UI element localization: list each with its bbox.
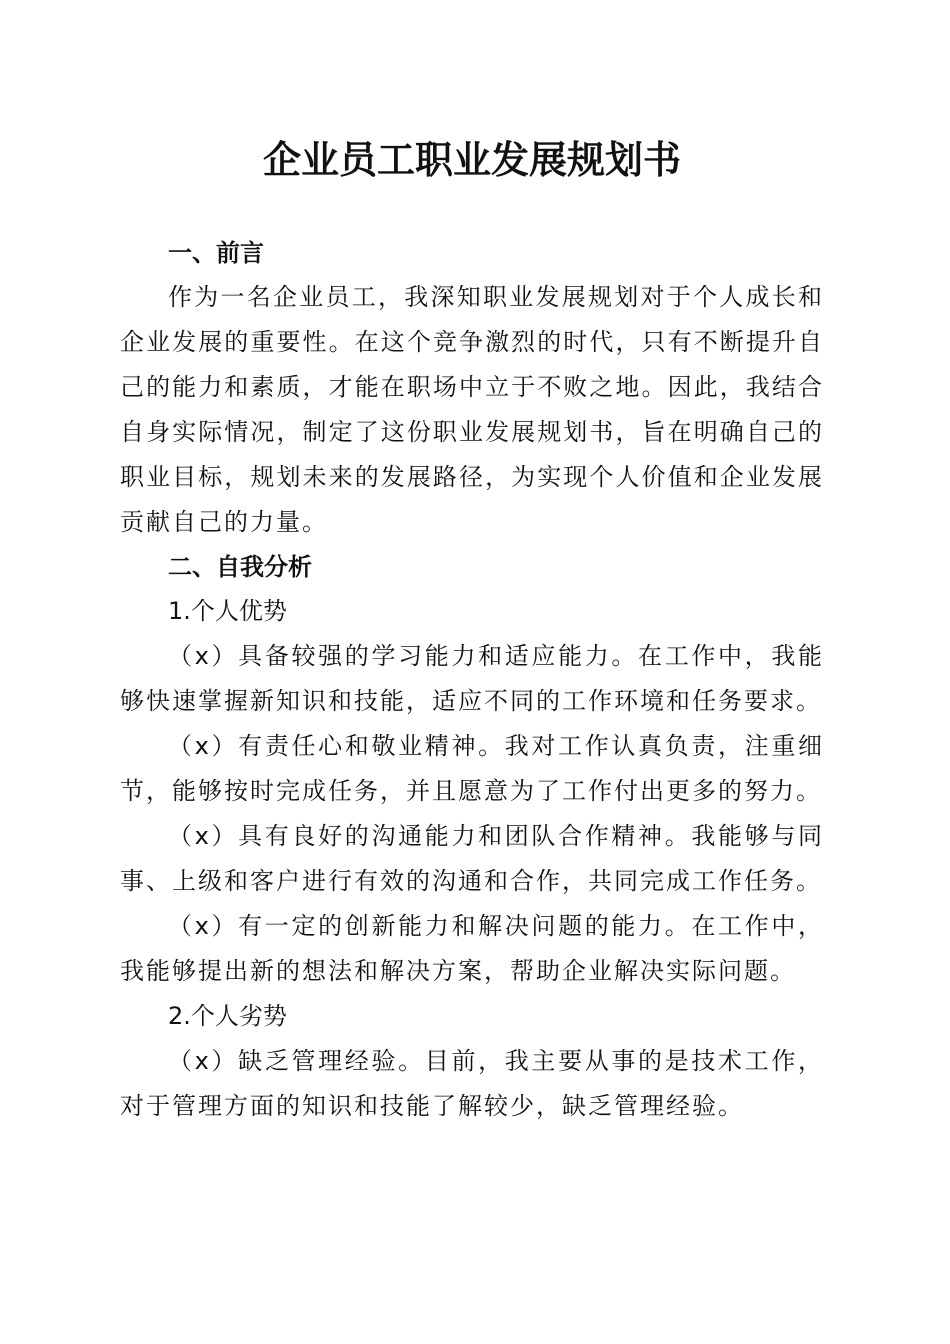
strength-item: （x）有一定的创新能力和解决问题的能力。在工作中，我能够提出新的想法和解决方案，帮助企业解决实际问题。 — [120, 912, 824, 985]
weakness-item: （x）缺乏管理经验。目前，我主要从事的是技术工作，对于管理方面的知识和技能了解较少，缺乏管理经验。 — [120, 1047, 824, 1120]
subheading-strengths: 1.个人优势 — [168, 597, 287, 625]
preface-paragraph: 作为一名企业员工，我深知职业发展规划对于个人成长和企业发展的重要性。在这个竞争激烈的时代，只有不断提升自己的能力和素质，才能在职场中立于不败之地。因此，我结合自身实际情况，制定了这份职业发展规划书，旨在明确自己的职业目标，规划未来的发展路径，为实现个人价值和企业发展贡献自己的力量。 — [120, 283, 824, 536]
section-heading-preface: 一、前言 — [168, 239, 264, 267]
strength-item: （x）有责任心和敬业精神。我对工作认真负责，注重细节，能够按时完成任务，并且愿意为了工作付出更多的努力。 — [120, 732, 824, 805]
subheading-weaknesses: 2.个人劣势 — [168, 1002, 287, 1030]
document-body — [120, 138, 824, 1129]
document-title: 企业员工职业发展规划书 — [262, 137, 681, 182]
strength-item: （x）具备较强的学习能力和适应能力。在工作中，我能够快速掌握新知识和技能，适应不同的工作环境和任务要求。 — [120, 642, 824, 715]
section-heading-self-analysis: 二、自我分析 — [168, 553, 312, 581]
strength-item: （x）具有良好的沟通能力和团队合作精神。我能够与同事、上级和客户进行有效的沟通和合作，共同完成工作任务。 — [120, 822, 824, 895]
